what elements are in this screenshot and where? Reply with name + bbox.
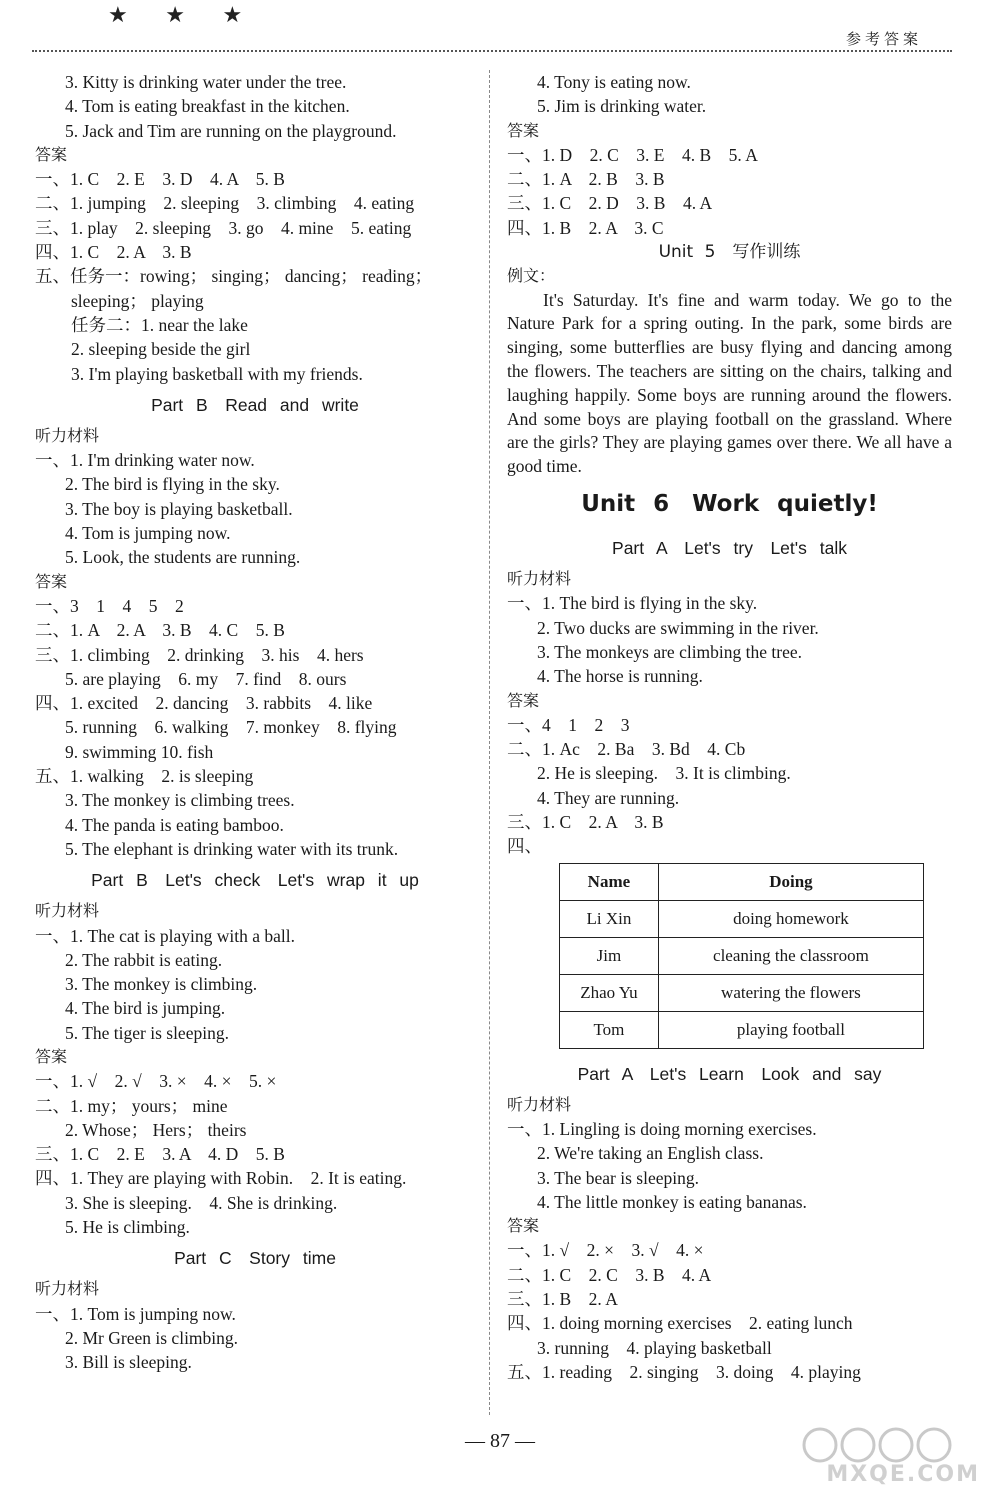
answer-line: 三、1. B 2. A (507, 1288, 618, 1309)
table-row (560, 937, 924, 974)
answer-line: 五、1. walking 2. is sleeping (35, 766, 254, 787)
answer-line: 3. running 4. playing basketball (537, 1337, 772, 1358)
table-header: Name (560, 863, 659, 900)
answer-line: 二、1. A 2. A 3. B 4. C 5. B (35, 620, 285, 641)
table-row (560, 900, 924, 937)
listening-line: 3. Bill is sleeping. (65, 1352, 192, 1373)
answer-line: 2. Whose； Hers； theirs (65, 1119, 247, 1140)
listening-line: 4. The bird is jumping. (65, 998, 226, 1019)
listening-line: 5. Look, the students are running. (65, 547, 301, 568)
answer-line: 四、1. doing morning exercises 2. eating lunch (507, 1313, 853, 1334)
essay-text: It's Saturday. It's fine and warm today. We go to the Nature Park for a spring outing. In the park, some birds are singing, some butterflies are busy flying and dancing among the flowers. The teachers are sitting on the chairs, talking and laughing happily. Some boys are running around the flowers. And some boys are playing football on the grassland. Where are the girls? They are playing games over there. We all have a good time. (507, 289, 952, 477)
answer-line: 四、1. B 2. A 3. C (507, 217, 664, 238)
answer-line: 4. The panda is eating bamboo. (65, 814, 284, 835)
listening-line: 5. The tiger is sleeping. (65, 1022, 229, 1043)
listening-line: 4. Tom is jumping now. (65, 523, 231, 544)
listening-line: 一、1. Lingling is doing morning exercises. (507, 1118, 817, 1139)
section-heading: Part B Let's check Let's wrap it up (91, 870, 419, 891)
listening-label: 听力材料 (35, 1279, 100, 1299)
table-cell: doing homework (658, 900, 923, 937)
section-heading: Part B Read and write (151, 394, 359, 415)
answers-label: 答案 (35, 1046, 68, 1066)
listening-line: 3. The monkeys are climbing the tree. (537, 641, 803, 662)
answer-line: 一、1. √ 2. √ 3. × 4. × 5. × (35, 1071, 277, 1092)
listening-line: 3. The bear is sleeping. (537, 1167, 699, 1188)
answers-label: 答案 (35, 571, 68, 591)
answer-line: 4. They are running. (537, 787, 680, 808)
answer-line: 二、1. Ac 2. Ba 3. Bd 4. Cb (507, 739, 746, 760)
text-line: 5. Jim is drinking water. (537, 96, 707, 117)
answer-line: 四、 (507, 836, 542, 857)
answer-line: 四、1. C 2. A 3. B (35, 242, 192, 263)
table-cell: cleaning the classroom (658, 937, 923, 974)
answer-line: 三、1. C 2. D 3. B 4. A (507, 193, 713, 214)
text-line: 5. Jack and Tim are running on the playground. (65, 120, 397, 141)
table-cell: Zhao Yu (560, 974, 659, 1011)
listening-label: 听力材料 (507, 569, 572, 589)
answer-line: 三、1. climbing 2. drinking 3. his 4. hers (35, 644, 364, 665)
answer-line: 二、1. jumping 2. sleeping 3. climbing 4. eating (35, 193, 415, 214)
watermark-text: MXQE.COM (826, 1462, 980, 1487)
listening-line: 一、1. Tom is jumping now. (35, 1303, 236, 1324)
table-cell: Jim (560, 937, 659, 974)
answer-line: 3. She is sleeping. 4. She is drinking. (65, 1192, 338, 1213)
header-title: 参考答案 (845, 30, 922, 48)
table-cell: Li Xin (560, 900, 659, 937)
table-header-row (560, 863, 924, 900)
answer-line: 5. are playing 6. my 7. find 8. ours (65, 668, 347, 689)
star-rating-icon: ★ ★ ★ (108, 2, 259, 27)
table-row (560, 1011, 924, 1048)
listening-line: 2. Mr Green is climbing. (65, 1327, 239, 1348)
answer-line: 三、1. C 2. A 3. B (507, 812, 664, 833)
answer-line: 5. running 6. walking 7. monkey 8. flying (65, 717, 397, 738)
answer-line: 3. I'm playing basketball with my friends. (71, 363, 363, 384)
listening-line: 一、1. I'm drinking water now. (35, 450, 255, 471)
answer-line: 任务二：1. near the lake (71, 314, 248, 335)
listening-line: 3. The monkey is climbing. (65, 974, 258, 995)
text-line: 4. Tom is eating breakfast in the kitchen. (65, 96, 350, 117)
answer-line: 四、1. They are playing with Robin. 2. It is eating. (35, 1168, 407, 1189)
listening-line: 3. The boy is playing basketball. (65, 498, 293, 519)
answer-line: sleeping； playing (71, 290, 204, 311)
left-column (35, 70, 475, 1375)
listening-line: 一、1. The bird is flying in the sky. (507, 593, 758, 614)
listening-line: 2. The bird is flying in the sky. (65, 474, 280, 495)
listening-line: 4. The little monkey is eating bananas. (537, 1191, 807, 1212)
watermark-logo (800, 1425, 980, 1487)
answer-line: 3. The monkey is climbing trees. (65, 790, 295, 811)
answer-line: 一、1. √ 2. × 3. √ 4. × (507, 1240, 704, 1261)
listening-line: 2. The rabbit is eating. (65, 949, 223, 970)
answer-line: 三、1. play 2. sleeping 3. go 4. mine 5. eating (35, 217, 412, 238)
answers-label: 答案 (507, 690, 540, 710)
table-cell: watering the flowers (658, 974, 923, 1011)
example-label: 例文： (507, 266, 556, 286)
answer-line: 二、1. A 2. B 3. B (507, 169, 665, 190)
right-column (507, 70, 952, 1384)
answer-line: 一、3 1 4 5 2 (35, 595, 184, 616)
listening-label: 听力材料 (35, 425, 100, 445)
answer-line: 5. He is climbing. (65, 1217, 190, 1238)
answer-line: 二、1. C 2. C 3. B 4. A (507, 1264, 712, 1285)
text-line: 4. Tony is eating now. (537, 72, 691, 92)
answer-line: 5. The elephant is drinking water with its trunk. (65, 838, 399, 859)
answer-line: 9. swimming 10. fish (65, 741, 214, 762)
section-heading: Part A Let's try Let's talk (612, 538, 847, 559)
listening-label: 听力材料 (507, 1094, 572, 1114)
listening-line: 2. Two ducks are swimming in the river. (537, 617, 819, 638)
answer-line: 一、4 1 2 3 (507, 714, 630, 735)
page-number: — 87 — (465, 1430, 535, 1452)
table-cell: playing football (658, 1011, 923, 1048)
example-essay (507, 289, 952, 479)
unit-title: Unit 6 Work quietly! (581, 491, 878, 518)
listening-line: 一、1. The cat is playing with a ball. (35, 925, 296, 946)
listening-line: 4. The horse is running. (537, 666, 703, 687)
section-heading: Unit 5 写作训练 (658, 242, 801, 263)
answer-table (559, 863, 924, 1049)
answers-label: 答案 (35, 144, 68, 164)
section-heading: Part C Story time (174, 1248, 336, 1269)
answers-label: 答案 (507, 1216, 540, 1236)
answer-line: 四、1. excited 2. dancing 3. rabbits 4. like (35, 693, 373, 714)
table-row (560, 974, 924, 1011)
section-heading: Part A Let's Learn Look and say (577, 1063, 882, 1084)
answer-line: 二、1. my； yours； mine (35, 1095, 228, 1116)
column-divider (489, 70, 490, 1415)
answer-line: 五、1. reading 2. singing 3. doing 4. playing (507, 1361, 861, 1382)
answer-line: 2. He is sleeping. 3. It is climbing. (537, 763, 791, 784)
table-header: Doing (658, 863, 923, 900)
answer-line: 一、1. D 2. C 3. E 4. B 5. A (507, 144, 758, 165)
answer-line: 一、1. C 2. E 3. D 4. A 5. B (35, 169, 285, 190)
watermark-icon (800, 1425, 980, 1465)
answer-line: 五、任务一：rowing； singing； dancing； reading； (35, 266, 433, 287)
text-line: 3. Kitty is drinking water under the tree. (65, 72, 347, 92)
answer-line: 三、1. C 2. E 3. A 4. D 5. B (35, 1144, 285, 1165)
answer-line: 2. sleeping beside the girl (71, 339, 251, 360)
table-cell: Tom (560, 1011, 659, 1048)
answers-label: 答案 (507, 120, 540, 140)
listening-label: 听力材料 (35, 901, 100, 921)
page-header (0, 0, 1000, 60)
listening-line: 2. We're taking an English class. (537, 1143, 764, 1164)
header-rule (32, 50, 952, 52)
